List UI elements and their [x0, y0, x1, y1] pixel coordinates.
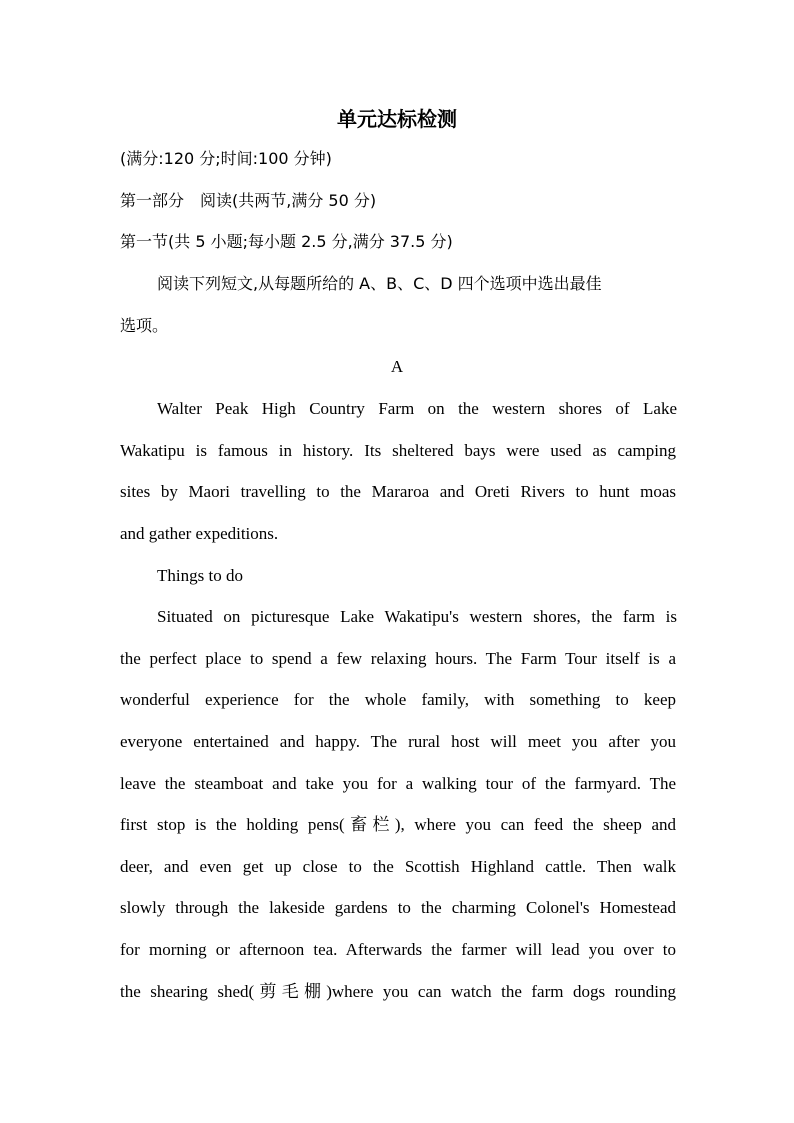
paragraph-2-line: slowly through the lakeside gardens to the charming Colonel's Homestead: [120, 898, 676, 917]
instruction-line-1: 阅读下列短文,从每题所给的 A、B、C、D 四个选项中选出最佳: [157, 274, 602, 293]
paragraph-2-line: the shearing shed(剪毛棚)where you can watch the farm dogs rounding: [120, 982, 676, 1001]
paragraph-2-line: for morning or afternoon tea. Afterwards the farmer will lead you over to: [120, 940, 676, 959]
score-time-info: (满分:120 分;时间:100 分钟): [120, 149, 332, 168]
paragraph-2-line: everyone entertained and happy. The rural host will meet you after you: [120, 732, 676, 751]
paragraph-2-line: leave the steamboat and take you for a walking tour of the farmyard. The: [120, 774, 676, 793]
paragraph-2-line: Situated on picturesque Lake Wakatipu's western shores, the farm is: [157, 607, 677, 626]
part-heading: 第一部分 阅读(共两节,满分 50 分): [120, 191, 377, 210]
section-heading: 第一节(共 5 小题;每小题 2.5 分,满分 37.5 分): [120, 232, 453, 251]
paragraph-1-line: Wakatipu is famous in history. Its sheltered bays were used as camping: [120, 441, 676, 460]
page-title: 单元达标检测: [337, 107, 457, 131]
subheading-things-to-do: Things to do: [157, 566, 243, 585]
passage-label: A: [390, 357, 404, 376]
paragraph-2-line: first stop is the holding pens(畜栏), where you can feed the sheep and: [120, 815, 676, 834]
paragraph-1-line: Walter Peak High Country Farm on the western shores of Lake: [157, 399, 677, 418]
instruction-line-2: 选项。: [120, 316, 169, 335]
paragraph-2-line: deer, and even get up close to the Scottish Highland cattle. Then walk: [120, 857, 676, 876]
paragraph-1-line: and gather expeditions.: [120, 524, 279, 543]
paragraph-2-line: wonderful experience for the whole family, with something to keep: [120, 690, 676, 709]
paragraph-1-line: sites by Maori travelling to the Mararoa and Oreti Rivers to hunt moas: [120, 482, 676, 501]
paragraph-2-line: the perfect place to spend a few relaxing hours. The Farm Tour itself is a: [120, 649, 676, 668]
